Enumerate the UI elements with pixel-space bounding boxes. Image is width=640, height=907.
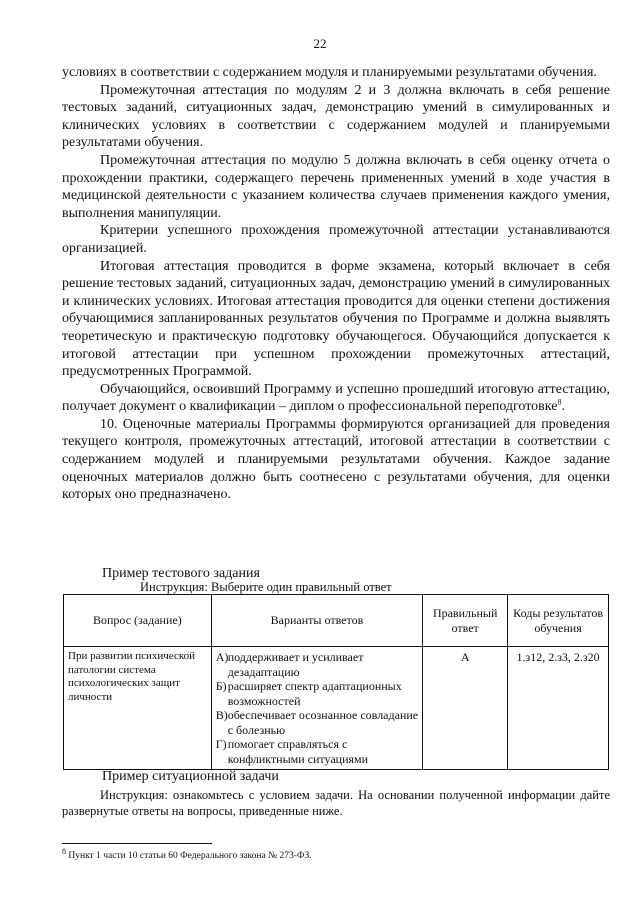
header-options: Варианты ответов	[211, 595, 422, 647]
option-letter: В)	[215, 708, 228, 722]
codes-cell: 1.з12, 2.з3, 2.з20	[508, 647, 609, 770]
option-d	[216, 737, 418, 766]
option-text: обеспечивает осознанное совладание с болезнью	[227, 708, 419, 737]
header-codes: Коды результатов обучения	[508, 595, 609, 647]
body-text	[62, 64, 610, 504]
situational-instruction-text: Инструкция: ознакомьтесь с условием задачи. На основании полученной информации дайте развернутые ответы на вопросы, приведенные ниже.	[62, 788, 610, 818]
header-question: Вопрос (задание)	[64, 595, 212, 647]
header-answer: Правильный ответ	[423, 595, 508, 647]
test-example-title: Пример тестового задания	[102, 566, 260, 581]
footnote-divider	[62, 843, 212, 844]
option-text: помогает справляться с конфликтными ситуациями	[227, 737, 369, 766]
footnote-marker: 8	[62, 846, 66, 856]
option-a	[216, 650, 418, 679]
option-c	[216, 708, 418, 737]
situational-instruction	[62, 787, 610, 819]
test-table	[63, 594, 609, 770]
table-header-row	[64, 595, 609, 647]
paragraph: Обучающийся, освоивший Программу и успешно прошедший итоговую аттестацию, получает документ о квалификации – диплом о профессиональной переподготовке$^8$.	[62, 381, 610, 415]
paragraph: 10. Оценочные материалы Программы формируются организацией для проведения текущего контроля, промежуточных аттестаций, итоговой аттестации в соответствии с содержанием модулей и планируемыми результатами обучения. Каждое задание оценочных материалов должно быть соотнесено с результатами обучения, для оценки которых оно предназначено.	[62, 416, 610, 503]
option-b	[216, 679, 418, 708]
paragraph-text: Обучающийся, освоивший Программу и успешно прошедший итоговую аттестацию, получает документ о квалификации – диплом о профессиональной переподготовке	[62, 381, 610, 415]
option-letter: Г)	[215, 737, 227, 751]
option-letter: Б)	[215, 679, 227, 693]
paragraph: условиях в соответствии с содержанием модуля и планируемыми результатами обучения.	[62, 65, 597, 80]
paragraph: Промежуточная аттестация по модулям 2 и 3 должна включать в себя решение тестовых заданий, ситуационных задач, демонстрацию умений в симулированных и клинических условиях в соответствии с содержанием модулей и планируемыми результатами обучения.	[62, 82, 610, 151]
page-number: 22	[313, 36, 327, 51]
footnote-reference[interactable]: 8	[557, 397, 562, 407]
question-cell: При развитии психической патологии система психологических защит личности	[64, 647, 212, 770]
option-text: расширяет спектр адаптационных возможностей	[227, 679, 402, 708]
table-row	[64, 647, 609, 770]
options-cell	[211, 647, 422, 770]
paragraph: Промежуточная аттестация по модулю 5 должна включать в себя оценку отчета о прохождении практики, содержащего перечень примененных умений в ходе участия в медицинской деятельности с указанием количества случаев применения каждого умения, выполнения манипуляции.	[62, 152, 610, 221]
situational-example-title: Пример ситуационной задачи	[102, 769, 279, 784]
footnote-text: Пункт 1 части 10 статьи 60 Федерального закона № 273-ФЗ.	[68, 851, 312, 861]
option-letter: А)	[215, 650, 229, 664]
paragraph: Критерии успешного прохождения промежуточной аттестации устанавливаются организацией.	[62, 223, 610, 256]
answer-cell: А	[423, 647, 508, 770]
footnote	[62, 846, 312, 861]
paragraph: Итоговая аттестация проводится в форме экзамена, который включает в себя решение тестовых заданий, ситуационных задач, демонстрацию умений в симулированных и клинических условиях. Итоговая аттестация проводится для оценки степени достижения обучающимися запланированных результатов обучения по Программе и должна выявлять теоретическую и практическую подготовку обучающегося. Обучающийся допускается к итоговой аттестации при успешном прохождении промежуточных аттестаций, предусмотренных Программой.	[62, 258, 610, 380]
option-text: поддерживает и усиливает дезадаптацию	[227, 650, 364, 679]
test-instruction: Инструкция: Выберите один правильный ответ	[140, 580, 392, 594]
